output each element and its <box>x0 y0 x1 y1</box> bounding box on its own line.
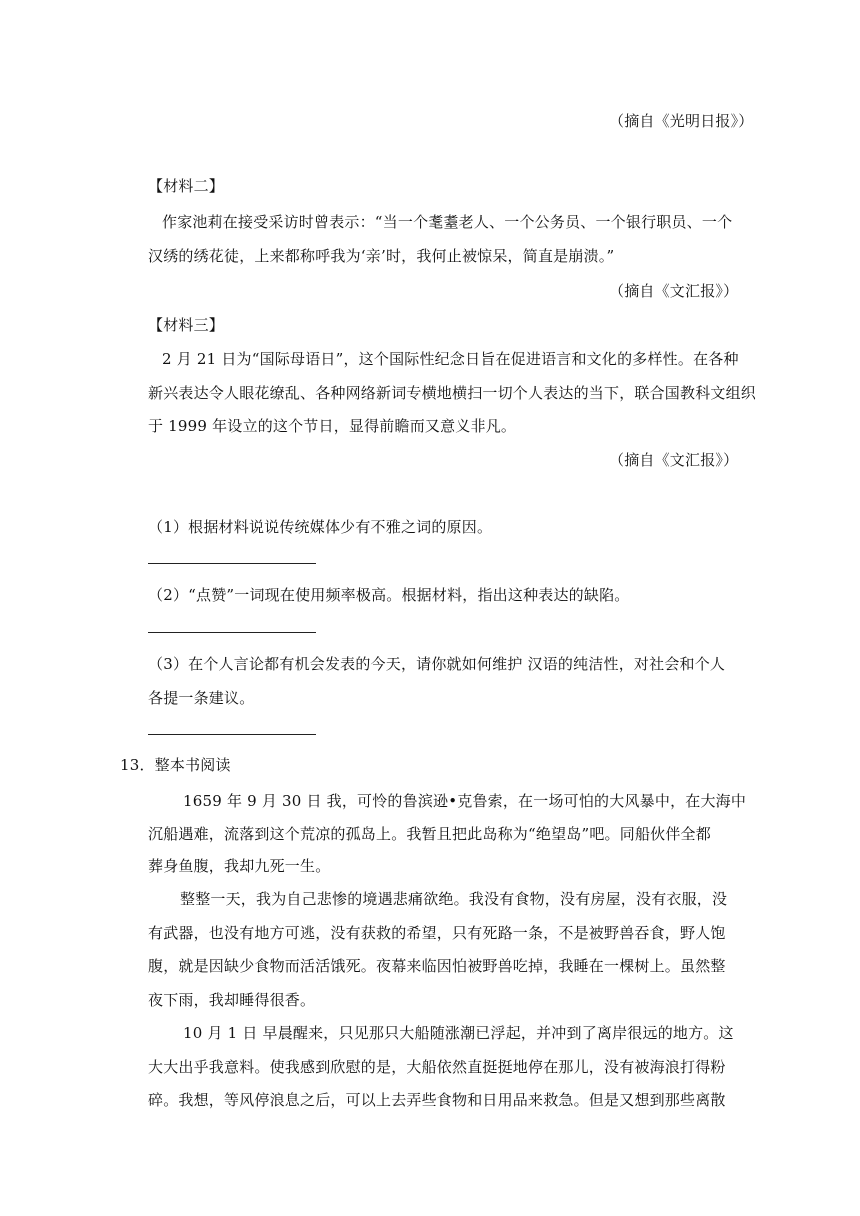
question-3-text: （3）在个人言论都有机会发表的今天，请你就如何维护 汉语的纯洁性，对社会和个人 <box>148 655 726 673</box>
paragraph-line: 大大出乎我意料。使我感到欣慰的是，大船依然直挺挺地停在那儿，没有被海浪打得粉 <box>148 1058 726 1076</box>
material3-source: （摘自《文汇报》） <box>609 451 739 469</box>
material3-line: 新兴表达令人眼花缭乱、各种网络新词专横地横扫一切个人表达的当下，联合国教科文组织 <box>148 384 757 402</box>
paragraph-line: 有武器，也没有地方可逃，没有获救的希望，只有死路一条，不是被野兽吞食，野人饱 <box>148 924 726 942</box>
paragraph-line: 葬身鱼腹，我却九死一生。 <box>148 857 331 875</box>
paragraph-line: 10 月 1 日 早晨醒来，只见那只大船随涨潮已浮起，并冲到了离岸很远的地方。这 <box>183 1024 734 1042</box>
paragraph-line: 腹，就是因缺少食物而活活饿死。夜幕来临因怕被野兽吃掉，我睡在一棵树上。虽然整 <box>148 957 726 975</box>
paragraph-line: 沉船遇难，流落到这个荒凉的孤岛上。我暂且把此岛称为“绝望岛”吧。同船伙伴全都 <box>148 825 711 843</box>
question-2-answer-line[interactable] <box>148 632 316 633</box>
paragraph-line: 夜下雨，我却睡得很香。 <box>148 991 316 1009</box>
material2-heading: 【材料二】 <box>148 177 225 195</box>
material2-line: 作家池莉在接受采访时曾表示：“当一个耄耋老人、一个公务员、一个银行职员、一个 <box>162 213 733 231</box>
question-13-title: 13．整本书阅读 <box>120 756 231 774</box>
paragraph-line: 碎。我想，等风停浪息之后，可以上去弄些食物和日用品来救急。但是又想到那些离散 <box>148 1091 726 1109</box>
material3-heading: 【材料三】 <box>148 316 225 334</box>
question-1-text: （1）根据材料说说传统媒体少有不雅之词的原因。 <box>148 518 493 536</box>
paragraph-line: 1659 年 9 月 30 日 我，可怜的鲁滨逊•克鲁索，在一场可怕的大风暴中，在大海中 <box>183 792 747 810</box>
material3-line: 于 1999 年设立的这个节日，显得前瞻而又意义非凡。 <box>148 417 517 435</box>
material3-line: 2 月 21 日为“国际母语日”，这个国际性纪念日旨在促进语言和文化的多样性。在各种 <box>162 350 739 368</box>
material2-line: 汉绣的绣花徒，上来都称呼我为‘亲’时，我何止被惊呆，简直是崩溃。” <box>148 247 615 265</box>
paragraph-line: 整整一天，我为自己悲惨的境遇悲痛欲绝。我没有食物，没有房屋，没有衣服，没 <box>180 890 728 908</box>
material1-source: （摘自《光明日报》） <box>609 112 754 130</box>
question-2-text: （2）“点赞”一词现在使用频率极高。根据材料，指出这种表达的缺陷。 <box>148 586 630 604</box>
material2-source: （摘自《文汇报》） <box>609 282 739 300</box>
question-3-answer-line[interactable] <box>148 734 316 735</box>
question-1-answer-line[interactable] <box>148 563 316 564</box>
question-3-text: 各提一条建议。 <box>148 689 255 707</box>
